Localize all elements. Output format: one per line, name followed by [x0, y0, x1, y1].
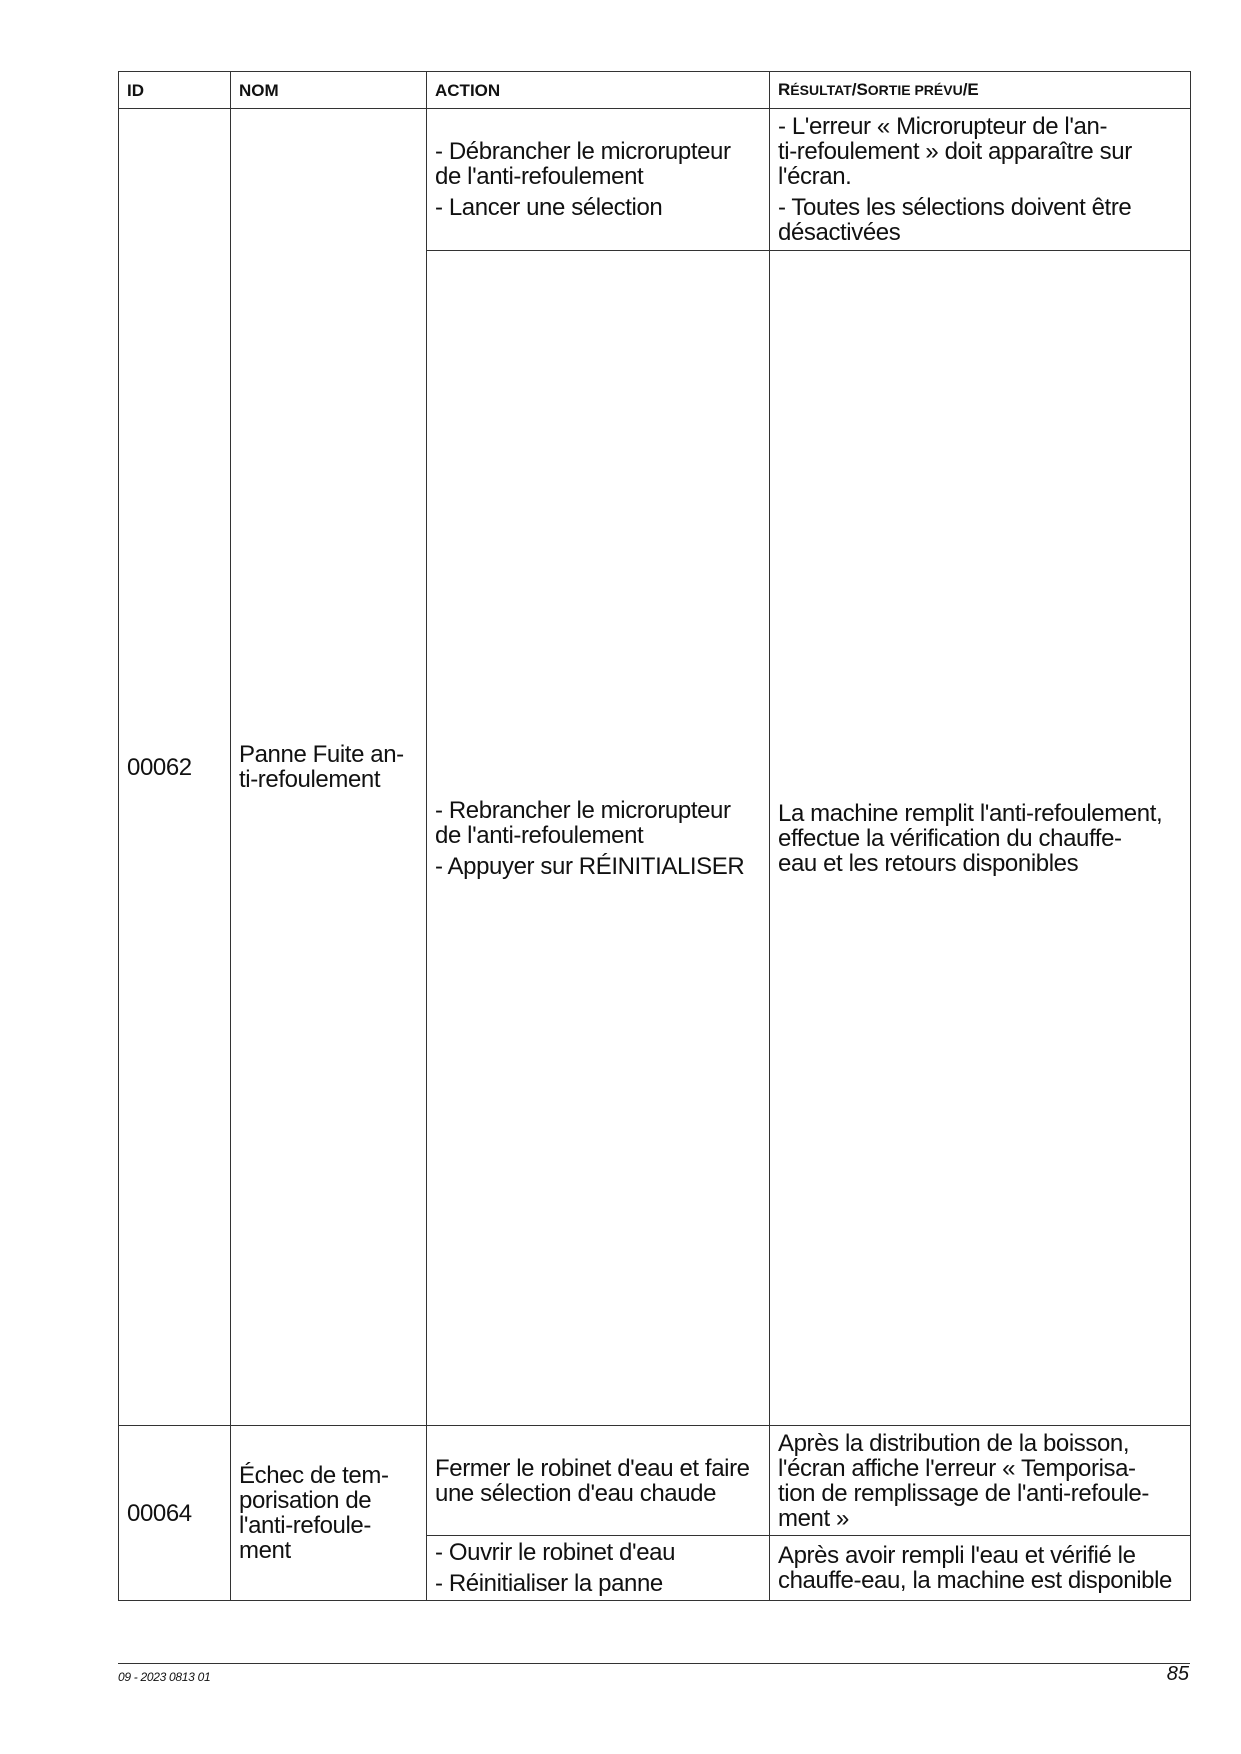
cell-action	[427, 109, 770, 251]
header-result-part: ÉSULTAT	[790, 82, 852, 98]
table-row	[119, 109, 1191, 251]
footer-document-code: 09 - 2023 0813 01	[118, 1670, 211, 1684]
cell-id: 00064	[119, 1426, 231, 1601]
action-step: - Rebrancher le microrupteur de l'anti-refoulement	[435, 796, 731, 849]
cell-action	[427, 1536, 770, 1601]
page-number: 85	[1166, 1663, 1189, 1685]
header-result-part: /E	[962, 80, 979, 99]
cell-result	[770, 1536, 1191, 1601]
footer-divider	[118, 1663, 1190, 1664]
header-action: ACTION	[427, 72, 770, 109]
cell-action	[427, 1426, 770, 1536]
table-header-row	[119, 72, 1191, 109]
action-step: - Ouvrir le robinet d'eau	[435, 1539, 676, 1566]
cell-nom: Panne Fuite an- ti-refoulement	[231, 109, 427, 1426]
header-result	[770, 72, 1191, 109]
cell-result	[770, 251, 1191, 1426]
action-step: - Réinitialiser la panne	[435, 1570, 663, 1597]
test-table	[118, 71, 1191, 1601]
header-nom: NOM	[231, 72, 427, 109]
result-text: Après avoir rempli l'eau et vérifié le chauffe-eau, la machine est disponible	[778, 1542, 1172, 1594]
header-result-part: ORTIE PRÉVU	[867, 82, 963, 98]
result-text: - L'erreur « Microrupteur de l'an- ti-refoulement » doit apparaître sur l'écran.	[778, 113, 1132, 190]
header-result-part: /S	[851, 80, 868, 99]
action-step: Fermer le robinet d'eau et faire une sélection d'eau chaude	[435, 1454, 750, 1507]
action-step: - Lancer une sélection	[435, 194, 663, 221]
action-step: - Appuyer sur RÉINITIALISER	[435, 852, 745, 880]
cell-nom: Échec de tem- porisation de l'anti-refoule- ment	[231, 1426, 427, 1601]
result-text: La machine remplit l'anti-refoulement, effectue la vérification du chauffe- eau et les retours disponibles	[778, 799, 1163, 877]
header-result-part: R	[778, 80, 791, 99]
cell-id: 00062	[119, 109, 231, 1426]
header-id: ID	[119, 72, 231, 109]
result-text: Après la distribution de la boisson, l'écran affiche l'erreur « Temporisa- tion de remplissage de l'anti-refoule- ment »	[778, 1429, 1149, 1532]
action-step: - Débrancher le microrupteur de l'anti-refoulement	[435, 138, 731, 190]
result-text: - Toutes les sélections doivent être désactivées	[778, 194, 1132, 246]
cell-result	[770, 109, 1191, 251]
cell-action	[427, 251, 770, 1426]
cell-result	[770, 1426, 1191, 1536]
table-row	[119, 1426, 1191, 1536]
